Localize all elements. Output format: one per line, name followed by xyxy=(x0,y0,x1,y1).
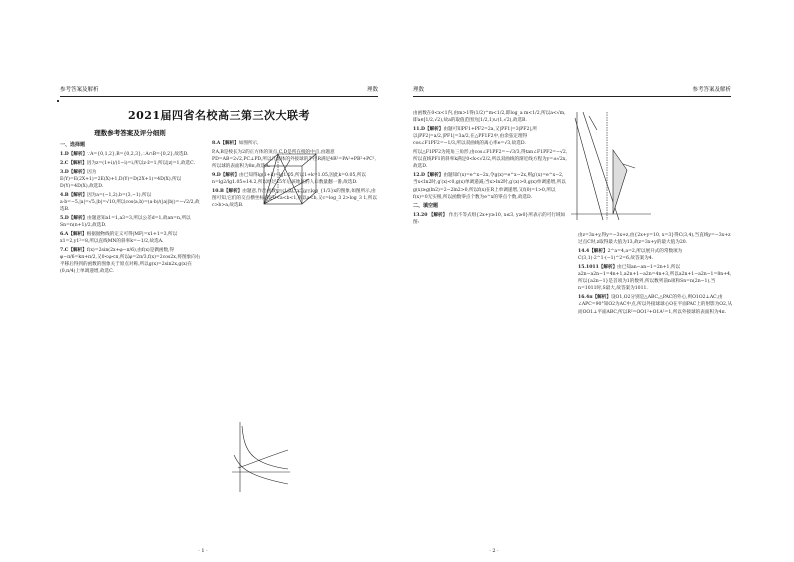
answer-item xyxy=(60,192,204,214)
answer-number: 5.D xyxy=(60,215,69,221)
answer-text: 2^a=4,a=2,所以展开式的常数项为C(3,1)·2^1·(−1)^2=6,故答案为4. xyxy=(578,248,683,262)
answer-item xyxy=(60,160,204,167)
function-graph-figure xyxy=(230,420,292,494)
answer-text: P,A,B是棱长为2的正方体的顶点,C,D是所在棱的中点,由题意PD=AB=2√2,PC⊥PD,所以几何体的外接球的半径R满足4R²=PA²+PB²+PC²,所以球的表面积为8π,故选A. xyxy=(212,149,376,170)
answer-number: 4.B xyxy=(60,192,69,198)
answer-text: 由函数在0<x<1内,由m>1得(1/2)^m<1/2,即log_a m<1/2,所以a<√m,即a∈[1/2,√2),故a的取值范围为[1/2,1)∪(1,√2),故选B. xyxy=(413,111,566,124)
analysis-tag: 【解析】 xyxy=(592,295,611,301)
answer-number: 1.D xyxy=(60,152,69,158)
answer-text: 设O1,O2分别是△ABC,△PAC的外心,则O1O2⊥AC,由∠APC=90°知O2为AC中点,所以外接球球心O在平面PAC上的射影为O2,从而OO1⊥平面ABC,所以R²=OO1²+O1A²=1,所以外接球的表面积为4π. xyxy=(578,295,733,315)
answer-item xyxy=(60,151,204,158)
answer-item xyxy=(578,248,733,262)
document-subtitle: 理数参考答案及评分细则 xyxy=(94,129,166,137)
answer-item xyxy=(60,169,204,191)
analysis-tag: 【解析】 xyxy=(424,126,444,132)
page-header-left xyxy=(60,86,378,97)
column-4 xyxy=(578,232,733,532)
answer-number: 11.D xyxy=(413,126,425,132)
answer-item xyxy=(413,149,568,171)
answer-text: 如图所示, xyxy=(238,141,259,146)
column-1 xyxy=(60,140,204,540)
answer-text: 所以△F1PF2为钝角三角形,由cos∠F1PF2=−√3/3,得tan∠F1PF2=−√2,所以直线PF1的斜率k满足0<k<√2/2,所以双曲线的渐近线方程为y=±√2x,故选D. xyxy=(413,150,568,170)
answer-list-col4 xyxy=(578,232,733,316)
header-left-text: 参考答案及解析 xyxy=(60,87,99,93)
answer-item xyxy=(60,231,204,245)
answer-item xyxy=(212,140,380,147)
answer-text: 由题知f′(x)=e^x−2x,令g(x)=e^x−2x,则g′(x)=e^x−2,当x<ln2时,g′(x)<0,g(x)单调递减;当x>ln2时,g′(x)>0,g(x)单调递增,所以g(x)≥g(ln2)=2−2ln2>0,所以f(x)在R上单调递增,又f(0)=1>0,所以f(x)=0无实根,所以函数零点个数为e^x的零点个数,故选D. xyxy=(413,173,566,200)
answer-text: 由题意,作出函数y=(1/3)^x与y=log_{1/3}x的图象,如图所示,由图可知,它们的交点横坐标满足0<a<b<1,所以a<b,又c=log_3 2>log_3 1,所以c>b>a,故选B. xyxy=(212,188,377,209)
answer-item xyxy=(60,247,204,276)
answer-item xyxy=(578,232,733,246)
analysis-tag: 【解析】 xyxy=(220,141,239,146)
answer-number: 12.D xyxy=(413,173,425,179)
cube-figure xyxy=(260,150,322,208)
page-number-right: · 2 · xyxy=(489,548,499,554)
answer-number: 6.A xyxy=(60,231,69,237)
answer-text: ∵A={0,1,2},B={0,2,3},∴A∩B={0,2},故选D. xyxy=(87,152,189,158)
column-3 xyxy=(413,110,568,535)
answer-text: 由z=3x+y,得y=−3x+z,由{2x+y=10, x=3}得C(3,4),当直线y=−3x+z过点C时,z取得最大值为13,故z=3x+y的最大值为20. xyxy=(578,233,731,246)
analysis-tag: 【解析】 xyxy=(68,192,88,198)
analysis-tag: 【解析】 xyxy=(68,247,87,253)
answer-number: 7.C xyxy=(60,247,69,253)
analysis-tag: 【解析】 xyxy=(428,213,448,219)
analysis-tag: 【解析】 xyxy=(68,215,88,221)
answer-text: 因为E(Y)=E(2X+1)=2E(X)+1,D(Y)=D(2X+1)=4D(X),所以D(Y)=4D(X),故选D. xyxy=(60,169,182,190)
section-heading-2: 二、填空题 xyxy=(413,202,439,209)
answer-item xyxy=(413,126,568,148)
analysis-tag: 【解析】 xyxy=(68,169,88,175)
answer-number: 16.4π xyxy=(578,295,593,301)
answer-list-col1 xyxy=(60,151,204,275)
answer-number: 3.D xyxy=(60,169,69,175)
answer-number: 15.1011 xyxy=(578,264,599,270)
answer-text: 由已知an−an−1=2n+1,所以a2n−a2n−1=4n+1,a2n+1−a2n=4n+3,所以a2n+1−a2n−1=8n+4,所以{a2n−1}是首项为1的数列,所以数列前n项和Sn=n(2n−1),当n=1011时,S最大,故答案为1011. xyxy=(578,264,732,292)
analysis-tag: 【解析】 xyxy=(424,173,444,179)
analysis-tag: 【解析】 xyxy=(223,188,243,194)
analysis-tag: 【解析】 xyxy=(220,172,240,178)
page-mark xyxy=(57,100,59,102)
answer-text: 因为z=(1+i)/(1−i)=i,所以z·z̄=1,所以|z|=1,故选C. xyxy=(86,160,195,166)
page-header-right xyxy=(413,86,731,97)
analysis-tag: 【解析】 xyxy=(589,248,608,254)
answer-number: 8.A xyxy=(212,141,221,146)
answer-13 xyxy=(413,212,568,226)
answer-text: 由题可知PF1+PF2=2a,又|PF1|=3|PF2|,所以|PF2|=a/2,|PF1|=3a/2,在△PF1F2中,由余弦定理得cos∠F1PF2=−1/3,所以双曲线的离心率e=√3,故选D. xyxy=(413,126,537,147)
answer-number: 13.20 xyxy=(413,213,428,219)
answer-text: 由已知得lg(1+k)=lg1.05,所以1+k=1.05,因此k=0.05,所以n=lg2/lg1.05≈14.2,所以经过15年后该地区的人口数量翻一番,故选D. xyxy=(212,172,367,186)
answer-number: 9.D xyxy=(212,172,221,178)
header-right-text: 理数 xyxy=(366,87,378,93)
answer-item xyxy=(413,172,568,201)
answer-text: 作出不等式组{2x+y≥10, x≤3, y≥0}所表示的可行域如图: xyxy=(413,213,566,226)
answer-text: 根据抛物线的定义可得|MF|=x1+1=3,所以x1=2,y1²=8,所以直线MN的斜率k=−1/2,故选A. xyxy=(60,231,178,244)
page-right xyxy=(397,0,794,562)
answer-item xyxy=(413,110,568,124)
answer-text: 因为a=(−1,2),b=(3,−1),所以a·b=−5,|a|=√5,|b|=√10,所以cos⟨a,b⟩=(a·b)/(|a||b|)=−√2/2,故选B. xyxy=(60,192,200,213)
answer-list-col3 xyxy=(413,110,568,201)
answer-text: 由题意知a1=1,a3=3,所以公差d=1,故an=n,所以Sn=n(n+1)/2,故选D. xyxy=(60,215,191,229)
section-heading: 一、选择题 xyxy=(60,142,86,148)
feasible-region-figure xyxy=(567,110,653,222)
answer-item xyxy=(578,294,733,316)
analysis-tag: 【解析】 xyxy=(68,160,87,166)
answer-item xyxy=(578,264,733,293)
answer-number: 2.C xyxy=(60,160,69,166)
answer-number: 10.B xyxy=(212,188,224,194)
page-number-left: · 1 · xyxy=(198,548,208,554)
answer-number: 14.4 xyxy=(578,248,590,254)
answer-text: f(x)=2sin(2x+φ−π/6),由f(x)是偶函数,得φ−π/6=kπ+π/2,又0<φ<π,所以φ=2π/3,f(x)=2cos2x,将图象向右平移后得到的函数的图象关于原点对称,所以g(x)=2sin2x,g(x)在(0,π/4)上单调递增,故选C. xyxy=(60,247,201,275)
header-right-text: 参考答案及解析 xyxy=(692,87,731,93)
document-title: 2021届四省名校高三第三次大联考 xyxy=(127,109,311,122)
header-left-text: 理数 xyxy=(413,87,425,93)
answer-item xyxy=(60,215,204,229)
analysis-tag: 【解析】 xyxy=(68,152,88,158)
analysis-tag: 【解析】 xyxy=(68,231,87,237)
analysis-tag: 【解析】 xyxy=(598,264,618,270)
